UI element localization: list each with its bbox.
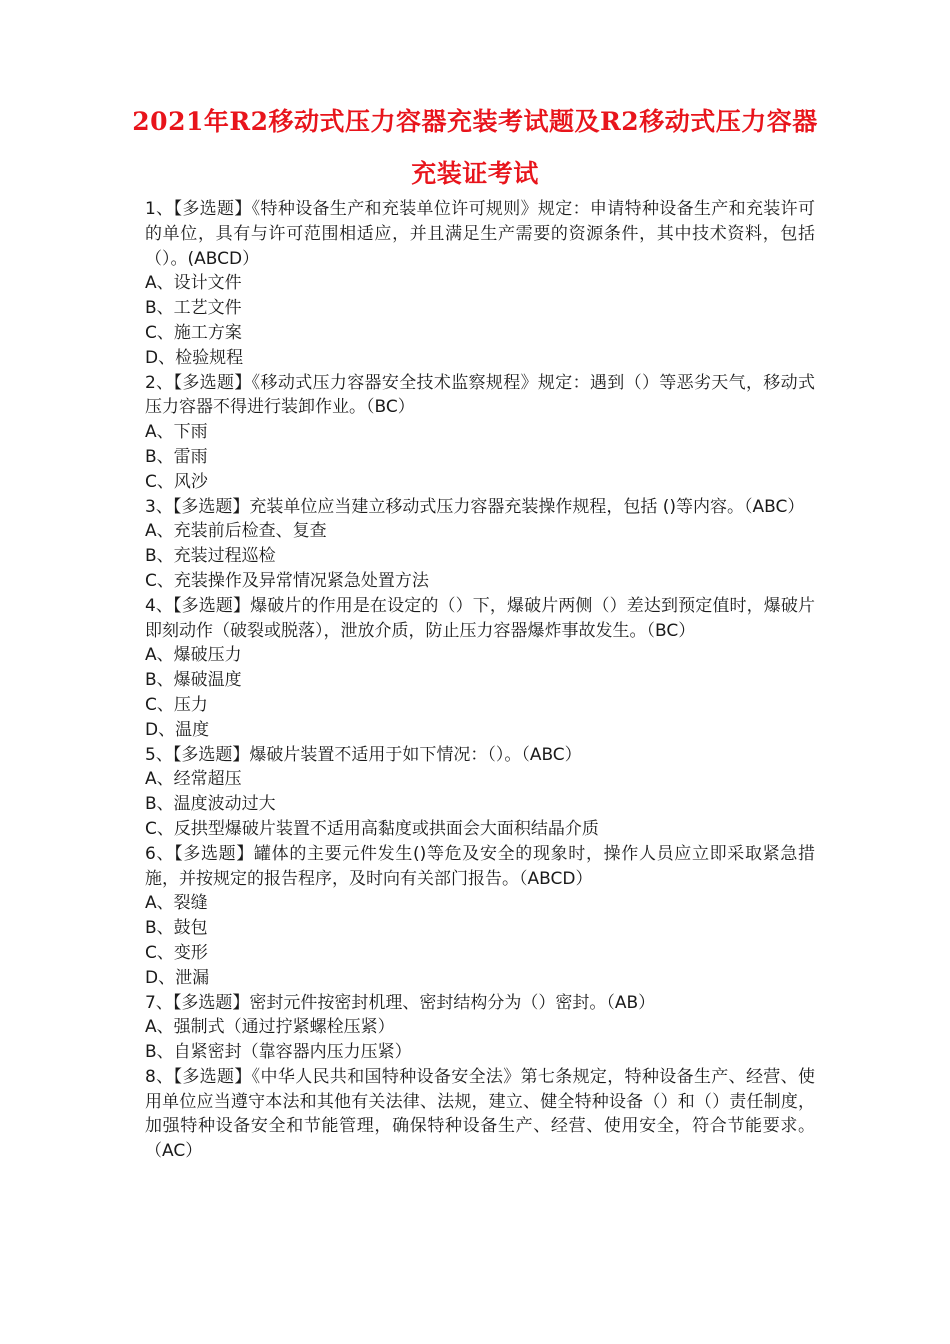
answer-option: A、爆破压力 — [145, 645, 242, 666]
answer-option: A、设计文件 — [145, 273, 242, 294]
answer-option: C、反拱型爆破片装置不适用高黏度或拱面会大面积结晶介质 — [145, 818, 599, 839]
question-text: 3、【多选题】充装单位应当建立移动式压力容器充装操作规程，包括 ()等内容。（ABC） — [145, 496, 805, 517]
answer-option: C、变形 — [145, 942, 208, 963]
answer-option: B、爆破温度 — [145, 670, 242, 691]
question-text: 4、【多选题】爆破片的作用是在设定的（）下，爆破片两侧（）差达到预定值时，爆破片即刻动作（破裂或脱落），泄放介质，防止压力容器爆炸事故发生。（BC） — [145, 595, 815, 641]
answer-option: A、经常超压 — [145, 769, 242, 790]
answer-option: D、泄漏 — [145, 967, 210, 988]
answer-option: D、温度 — [145, 719, 210, 740]
answer-option: A、下雨 — [145, 422, 208, 443]
answer-option: B、温度波动过大 — [145, 794, 276, 815]
question-text: 7、【多选题】密封元件按密封机理、密封结构分为（）密封。（AB） — [145, 992, 656, 1013]
answer-option: B、自紧密封（靠容器内压力压紧） — [145, 1042, 412, 1063]
answer-option: C、压力 — [145, 694, 208, 715]
question-text: 2、【多选题】《移动式压力容器安全技术监察规程》规定：遇到（）等恶劣天气，移动式压力容器不得进行装卸作业。（BC） — [145, 372, 815, 418]
question-list — [145, 197, 815, 1164]
question-text: 5、【多选题】爆破片装置不适用于如下情况：（）。（ABC） — [145, 744, 582, 765]
answer-option: C、充装操作及异常情况紧急处置方法 — [145, 570, 429, 591]
answer-option: A、充装前后检查、复查 — [145, 521, 327, 542]
answer-option: D、检验规程 — [145, 347, 244, 368]
answer-option: B、鼓包 — [145, 918, 208, 939]
question-text: 1、【多选题】《特种设备生产和充装单位许可规则》规定：申请特种设备生产和充装许可的单位，具有与许可范围相适应，并且满足生产需要的资源条件，其中技术资料，包括（）。(ABCD） — [145, 199, 815, 269]
answer-option: B、充装过程巡检 — [145, 546, 276, 567]
answer-option: A、裂缝 — [145, 893, 208, 914]
question-text: 8、【多选题】《中华人民共和国特种设备安全法》第七条规定，特种设备生产、经营、使用单位应当遵守本法和其他有关法律、法规，建立、健全特种设备（）和（）责任制度，加强特种设备安全和节能管理，确保特种设备生产、经营、使用安全，符合节能要求。（AC） — [145, 1066, 815, 1162]
question-text: 6、【多选题】罐体的主要元件发生()等危及安全的现象时，操作人员应立即采取紧急措施，并按规定的报告程序，及时向有关部门报告。（ABCD） — [145, 843, 815, 889]
answer-option: A、强制式（通过拧紧螺栓压紧） — [145, 1017, 395, 1038]
answer-option: B、工艺文件 — [145, 298, 242, 319]
answer-option: B、雷雨 — [145, 446, 208, 467]
answer-option: C、风沙 — [145, 471, 208, 492]
answer-option: C、施工方案 — [145, 322, 242, 343]
document-title: 2021年R2移动式压力容器充装考试题及R2移动式压力容器充装证考试 — [132, 107, 818, 188]
